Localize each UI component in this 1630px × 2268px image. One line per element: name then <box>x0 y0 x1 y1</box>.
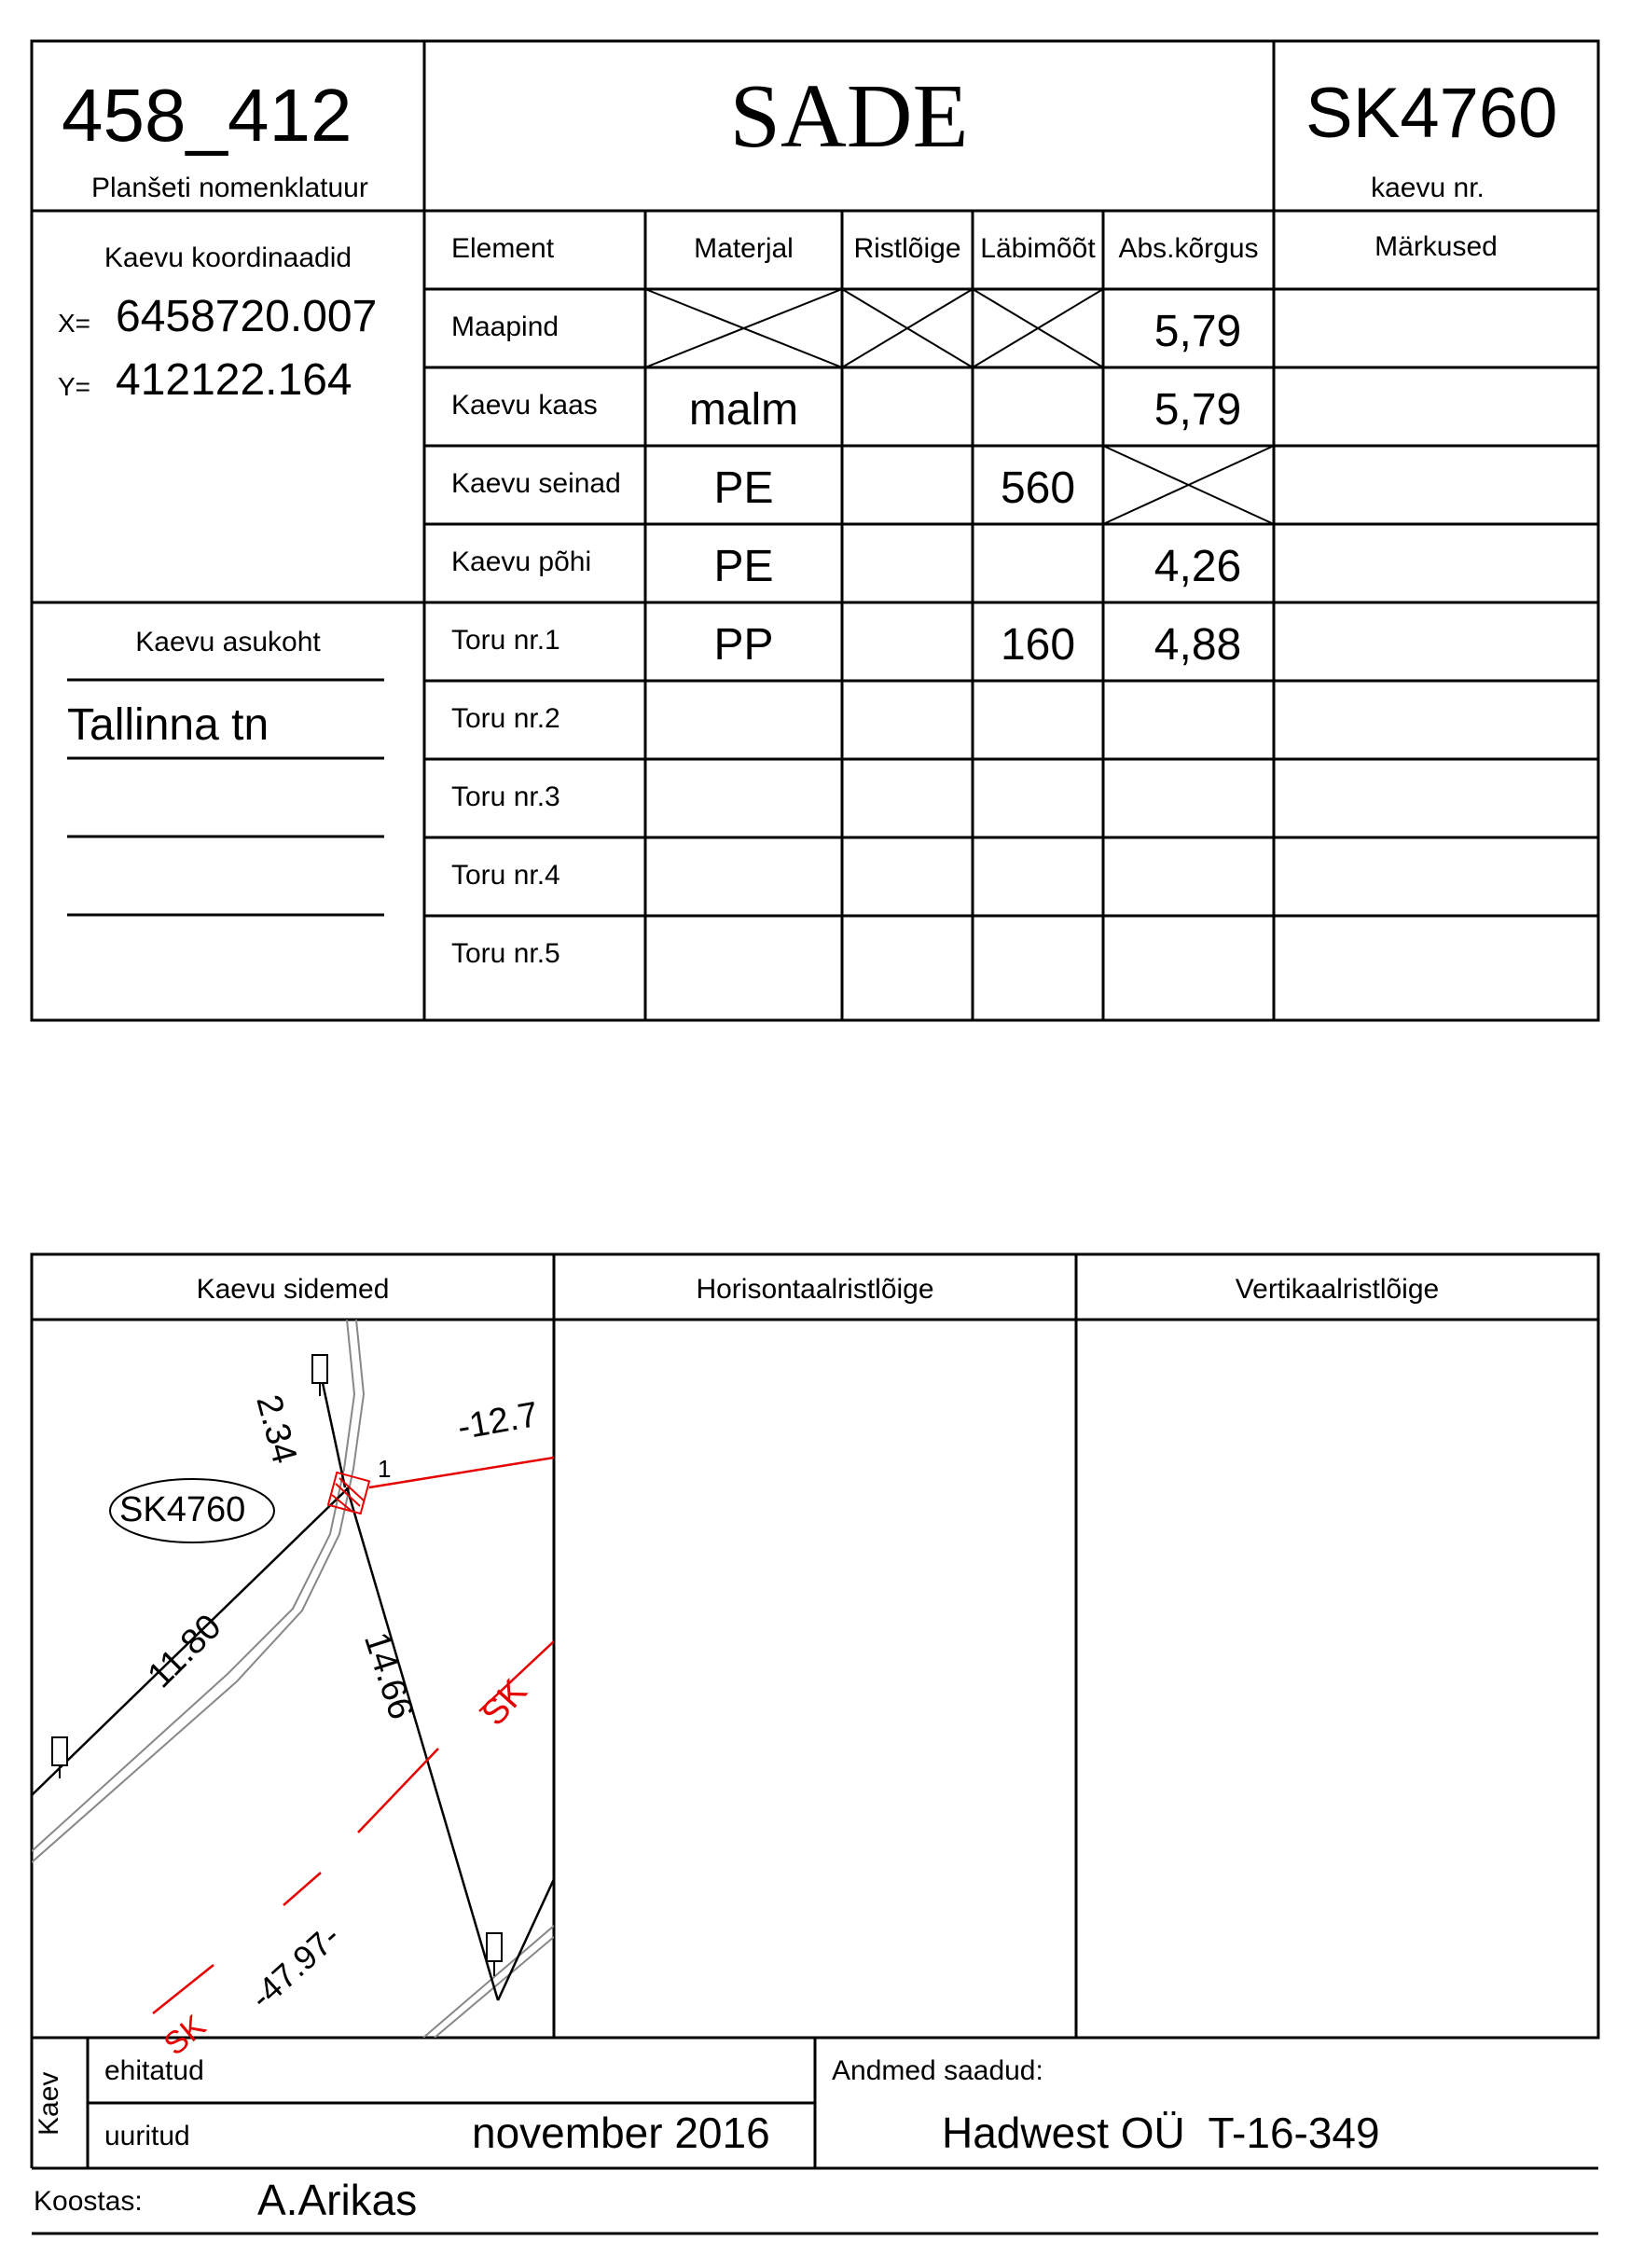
dimension-top: -12.7 <box>454 1394 542 1448</box>
panel-vertical-title: Vertikaalristlõige <box>1235 1274 1440 1305</box>
header-diameter: Läbimõõt <box>980 233 1096 264</box>
row-material: PE <box>713 463 774 513</box>
built-label: ehitatud <box>104 2055 204 2086</box>
sewer-label-right: SK <box>474 1671 535 1734</box>
coordinates-caption: Kaevu koordinaadid <box>104 242 352 273</box>
row-material: PP <box>713 620 774 670</box>
sketch-pipe-number: 1 <box>378 1455 392 1483</box>
dimension-14-66: 14.66 <box>355 1627 421 1724</box>
row-element: Kaevu seinad <box>451 468 621 499</box>
location-caption: Kaevu asukoht <box>135 627 321 657</box>
header-cross-section: Ristlõige <box>853 233 961 264</box>
row-diameter: 560 <box>1000 463 1076 513</box>
y-label: Y= <box>58 372 91 401</box>
header-elevation: Abs.kõrgus <box>1118 233 1259 264</box>
row-material: PE <box>713 542 774 591</box>
row-element: Toru nr.1 <box>451 625 560 656</box>
well-id: SK4760 <box>1305 74 1558 153</box>
sheet-caption: Planšeti nomenklatuur <box>91 173 368 203</box>
location-street: Tallinna tn <box>67 700 269 750</box>
row-elevation: 4,26 <box>1153 542 1242 591</box>
x-label: X= <box>58 309 91 338</box>
row-element: Toru nr.4 <box>451 860 560 891</box>
row-elevation: 4,88 <box>1153 620 1242 670</box>
data-source-label: Andmed saadud: <box>832 2055 1043 2086</box>
well-caption: kaevu nr. <box>1371 173 1485 203</box>
header-material: Materjal <box>694 233 794 264</box>
survey-lines <box>32 1383 554 2000</box>
row-element: Kaevu kaas <box>451 390 598 421</box>
row-elevation: 5,79 <box>1153 307 1242 356</box>
row-elevation: 5,79 <box>1153 385 1242 435</box>
header-notes: Märkused <box>1374 231 1498 262</box>
sketch-well-label: SK4760 <box>119 1490 246 1529</box>
row-element: Toru nr.3 <box>451 781 560 812</box>
x-coordinate: 6458720.007 <box>116 292 378 341</box>
surveyed-label: uuritud <box>104 2121 190 2151</box>
panel-connections-title: Kaevu sidemed <box>196 1274 390 1305</box>
row-element: Toru nr.2 <box>451 703 560 734</box>
form-title: SADE <box>729 66 969 167</box>
sewer-label-left: SK <box>157 2008 213 2063</box>
row-element: Kaevu põhi <box>451 546 592 577</box>
y-coordinate: 412122.164 <box>116 355 352 405</box>
dimension-11-80: 11.80 <box>140 1607 229 1696</box>
dimension-2-34: 2.34 <box>248 1390 305 1468</box>
header-element: Element <box>451 233 555 264</box>
row-element: Maapind <box>451 311 559 342</box>
footer-group-label: Kaev <box>34 2071 64 2136</box>
author-name: A.Arikas <box>257 2176 418 2224</box>
marker-stems <box>60 1383 494 1976</box>
row-element: Toru nr.5 <box>451 938 560 969</box>
sewer-dimension: -47.97- <box>242 1916 348 2017</box>
sheet-number: 458_412 <box>62 74 352 157</box>
surveyed-date: november 2016 <box>472 2109 770 2157</box>
row-diameter: 160 <box>1000 620 1076 670</box>
panel-horizontal-title: Horisontaalristlõige <box>696 1274 934 1305</box>
row-material: malm <box>688 385 799 435</box>
data-source: Hadwest OÜ T-16-349 <box>942 2109 1380 2157</box>
author-label: Koostas: <box>34 2186 143 2217</box>
